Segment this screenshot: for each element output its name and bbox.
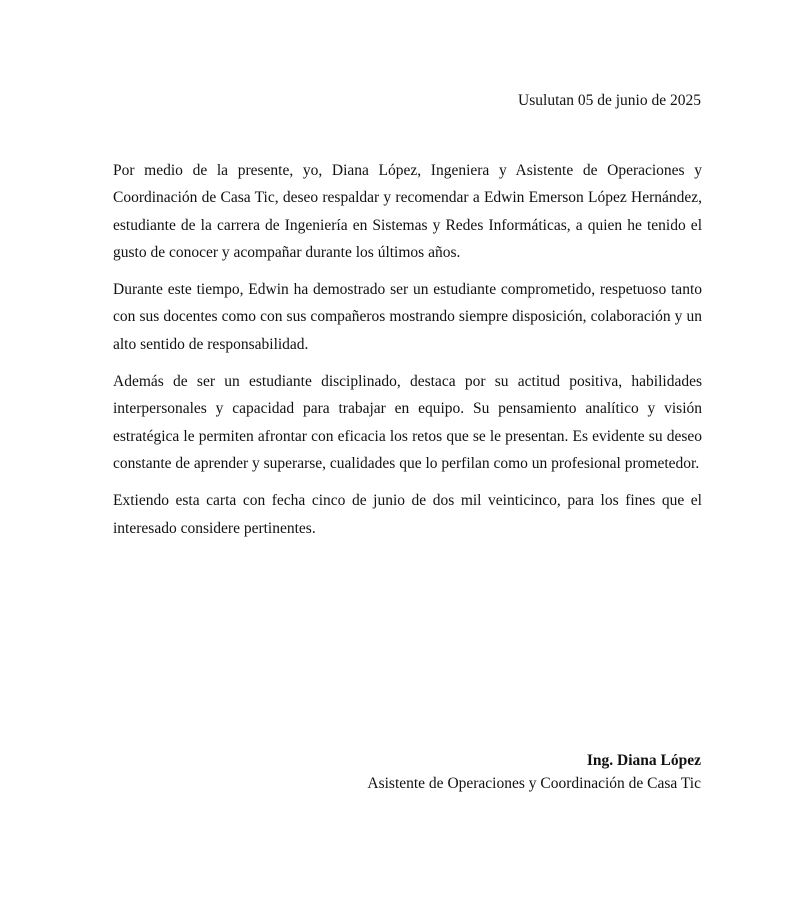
letter-body [113, 157, 702, 552]
signature-name: Ing. Diana López [586, 752, 701, 769]
date-line: Usulutan 05 de junio de 2025 [518, 92, 701, 109]
paragraph-intro: Por medio de la presente, yo, Diana López, Ingeniera y Asistente de Operaciones y Coordinación de Casa Tic, deseo respaldar y recomendar a Edwin Emerson López Hernández, estudiante de la carrera de Ingeniería en Sistemas y Redes Informáticas, a quien he tenido el gusto de conocer y acompañar durante los últimos años. [113, 162, 702, 261]
paragraph-closing: Extiendo esta carta con fecha cinco de junio de dos mil veinticinco, para los fines que el interesado considere pertinentes. [113, 492, 702, 537]
signature-title: Asistente de Operaciones y Coordinación de Casa Tic [367, 775, 701, 792]
signature-block [367, 749, 701, 795]
paragraph-conduct: Durante este tiempo, Edwin ha demostrado ser un estudiante comprometido, respetuoso tanto con sus docentes como con sus compañeros mostrando siempre disposición, colaboración y un alto sentido de responsabilidad. [113, 281, 702, 353]
paragraph-skills: Además de ser un estudiante disciplinado, destaca por su actitud positiva, habilidades interpersonales y capacidad para trabajar en equipo. Su pensamiento analítico y visión estratégica le permiten afrontar con eficacia los retos que se le presentan. Es evidente su deseo constante de aprender y superarse, cualidades que lo perfilan como un profesional prometedor. [113, 373, 702, 472]
